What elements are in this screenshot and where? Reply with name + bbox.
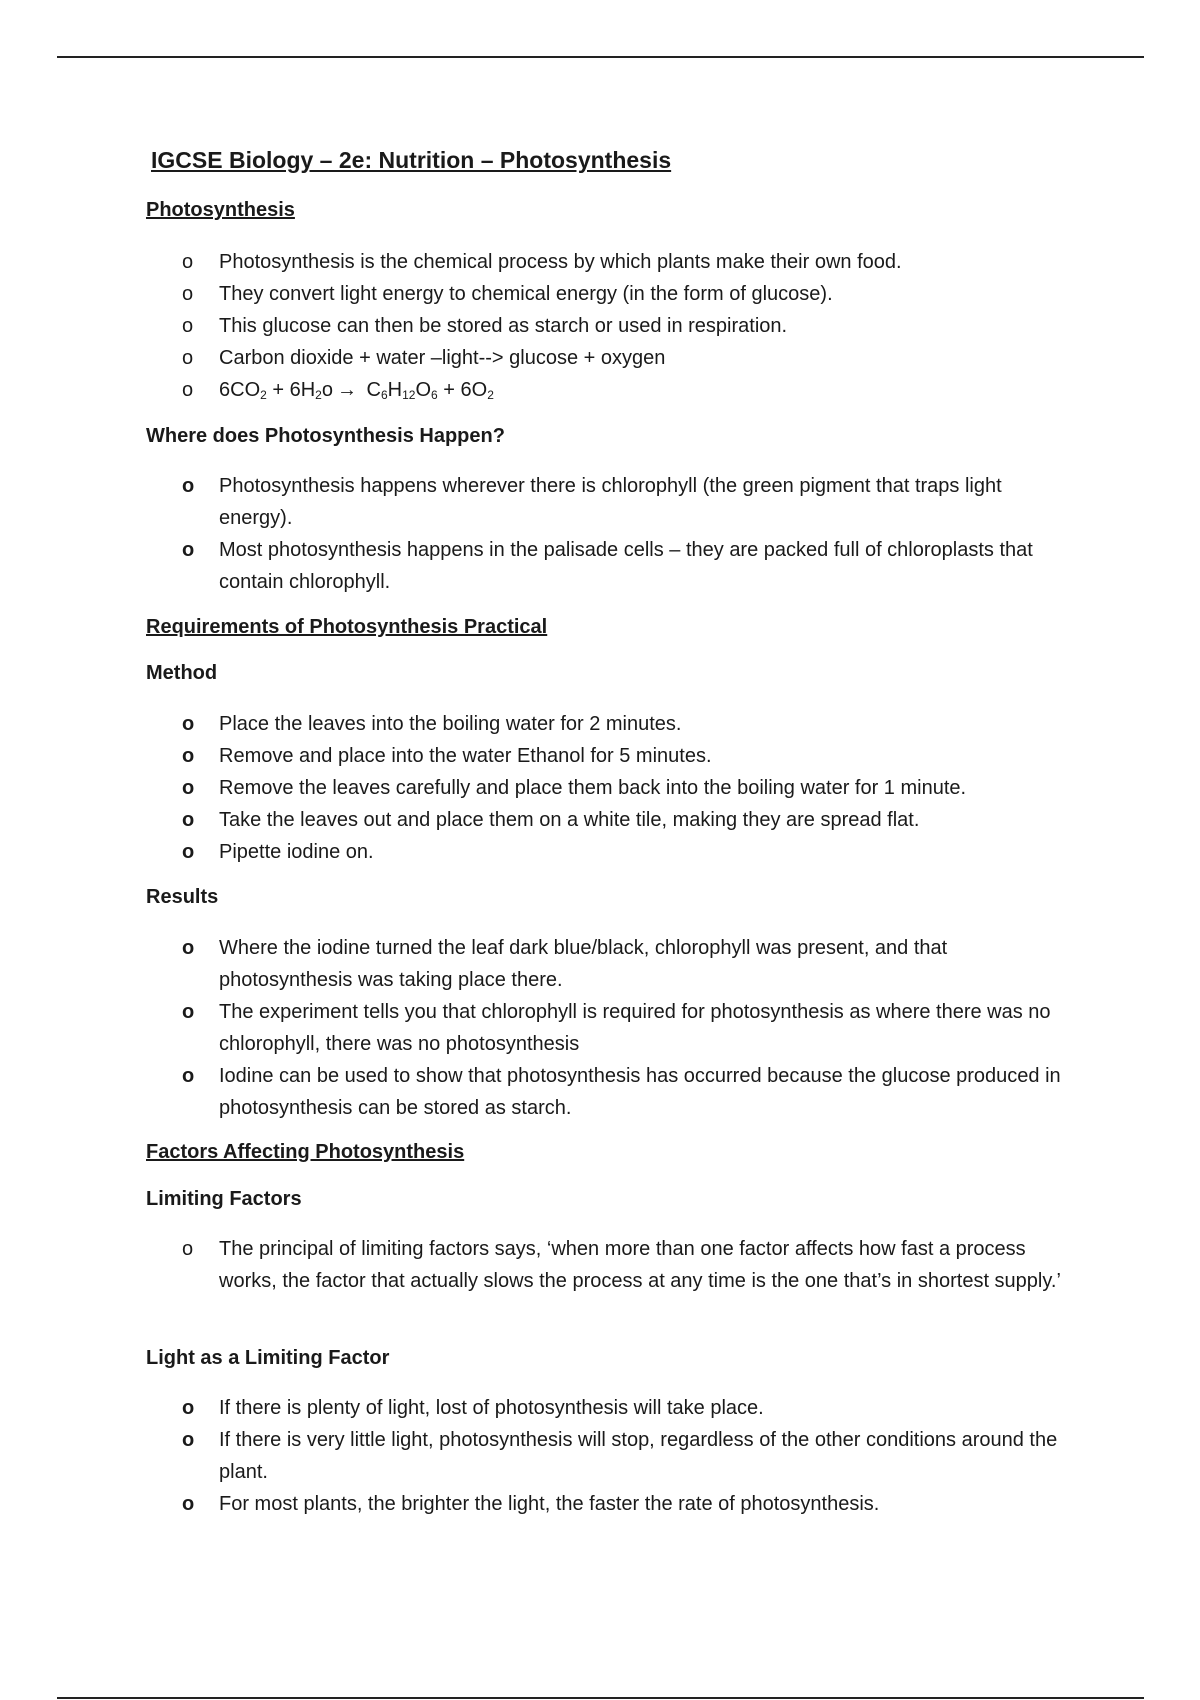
list-item: o Remove the leaves carefully and place them back into the boiling water for 1 minute. [146,772,1076,804]
bullet-icon: o [182,713,195,735]
section-heading-factors: Factors Affecting Photosynthesis [146,1141,465,1163]
bullet-icon: o [182,1493,195,1515]
list-item: o They convert light energy to chemical energy (in the form of glucose). [146,278,1076,310]
section-heading-requirements: Requirements of Photosynthesis Practical [146,616,548,638]
list-item: o Take the leaves out and place them on a white tile, making they are spread flat. [146,804,1076,836]
top-rule [57,56,1144,58]
method-list [146,708,1076,868]
section-heading-where: Where does Photosynthesis Happen? [146,425,505,447]
bullet-icon: o [182,1397,195,1419]
subheading-limiting-factors: Limiting Factors [146,1188,302,1210]
list-item: o Most photosynthesis happens in the palisade cells – they are packed full of chloroplasts that contain chlorophyll. [146,534,1076,598]
bullet-icon: o [182,347,194,369]
photosynthesis-list [146,246,1076,406]
right-arrow-icon: → [336,379,357,401]
bullet-icon: o [182,937,195,959]
bullet-icon: o [182,1001,195,1023]
section-heading-photosynthesis: Photosynthesis [146,199,295,221]
list-item: o Iodine can be used to show that photosynthesis has occurred because the glucose produced in photosynthesis can be stored as starch. [146,1060,1076,1124]
list-item: o This glucose can then be stored as starch or used in respiration. [146,310,1076,342]
subheading-light: Light as a Limiting Factor [146,1347,390,1369]
bullet-icon: o [182,1429,195,1451]
bullet-icon: o [182,315,194,337]
limiting-list [146,1233,1076,1297]
results-list [146,932,1076,1124]
bullet-icon: o [182,777,195,799]
list-item: o Place the leaves into the boiling water for 2 minutes. [146,708,1076,740]
list-item: o If there is plenty of light, lost of photosynthesis will take place. [146,1392,1076,1424]
subheading-method: Method [146,662,218,684]
list-item: o Photosynthesis happens wherever there is chlorophyll (the green pigment that traps light energy). [146,470,1076,534]
subheading-results: Results [146,886,219,908]
bullet-icon: o [182,379,194,401]
list-item: o Where the iodine turned the leaf dark blue/black, chlorophyll was present, and that photosynthesis was taking place there. [146,932,1076,996]
list-item-formula [146,374,1076,406]
bullet-icon: o [182,1065,195,1087]
bullet-icon: o [182,1238,194,1260]
list-item: o Photosynthesis is the chemical process by which plants make their own food. [146,246,1076,278]
bullet-icon: o [182,539,195,561]
list-item: o Remove and place into the water Ethanol for 5 minutes. [146,740,1076,772]
light-list [146,1392,1076,1520]
chemical-equation: $6CO_2 + 6H_2o \to C_6H_{12}O_6 + 6O_2$ [219,379,494,402]
page-title: IGCSE Biology – 2e: Nutrition – Photosynthesis [151,147,672,173]
list-item: o Pipette iodine on. [146,836,1076,868]
bullet-icon: o [182,251,194,273]
bullet-icon: o [182,283,194,305]
list-item: o Carbon dioxide + water –light--> glucose + oxygen [146,342,1076,374]
bullet-icon: o [182,841,195,863]
list-item: o The experiment tells you that chlorophyll is required for photosynthesis as where there was no chlorophyll, there was no photosynthesis [146,996,1076,1060]
bullet-icon: o [182,809,195,831]
bullet-icon: o [182,475,195,497]
list-item: o For most plants, the brighter the light, the faster the rate of photosynthesis. [146,1488,1076,1520]
bullet-icon: o [182,745,195,767]
bottom-rule [57,1697,1144,1699]
where-list [146,470,1076,598]
list-item: o If there is very little light, photosynthesis will stop, regardless of the other conditions around the plant. [146,1424,1076,1488]
list-item: o The principal of limiting factors says, ‘when more than one factor affects how fast a process works, the factor that actually slows the process at any time is the one that’s in shortest supply.’ [146,1233,1076,1297]
